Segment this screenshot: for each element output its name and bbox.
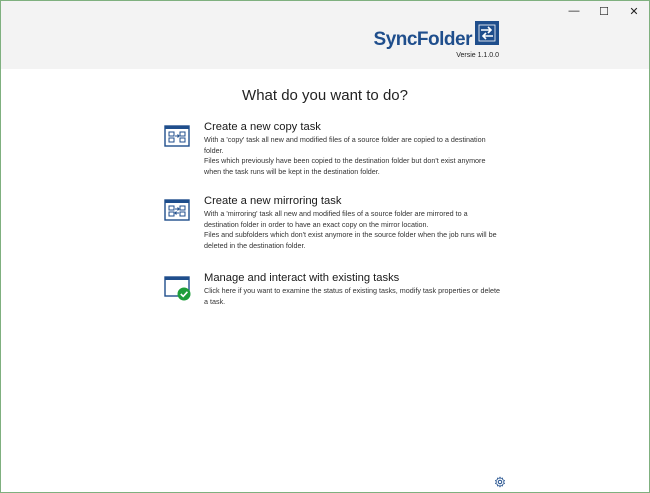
manage-tasks-icon xyxy=(164,274,190,300)
brand-name: SyncFolder xyxy=(373,29,472,50)
close-button[interactable]: ✕ xyxy=(629,5,639,18)
minimize-button[interactable]: — xyxy=(568,5,580,17)
create-mirroring-task-option[interactable] xyxy=(164,195,504,251)
task-title: Manage and interact with existing tasks xyxy=(204,272,400,284)
task-description-extra: Files which previously have been copied to the destination folder but don't exist anymore when the task runs will be kept in the destination folder. xyxy=(204,156,486,176)
task-description: Click here if you want to examine the status of existing tasks, modify task properties or delete a task. xyxy=(204,286,501,306)
task-body xyxy=(204,121,504,177)
page-title: What do you want to do? xyxy=(242,87,408,104)
maximize-button[interactable]: ☐ xyxy=(599,5,609,18)
create-copy-task-option[interactable] xyxy=(164,121,504,177)
window-controls xyxy=(559,1,649,21)
task-title: Create a new mirroring task xyxy=(204,195,342,207)
task-description: With a 'copy' task all new and modified files of a source folder are copied to a destination folder. xyxy=(204,135,486,155)
header-bar xyxy=(1,1,649,69)
manage-tasks-option[interactable] xyxy=(164,272,504,307)
copy-task-icon xyxy=(164,123,190,149)
mirror-task-icon xyxy=(164,197,190,223)
version-label: Versie 1.1.0.0 xyxy=(456,52,499,59)
brand xyxy=(374,21,499,51)
task-body xyxy=(204,272,504,307)
task-description-extra: Files and subfolders which don't exist anymore in the source folder when the job runs will be deleted in the destination folder. xyxy=(204,230,497,250)
task-title: Create a new copy task xyxy=(204,121,321,133)
task-body xyxy=(204,195,504,251)
task-description: With a 'mirroring' task all new and modified files of a source folder are mirrored to a destination folder in order to have an exact copy on the mirror location. xyxy=(204,209,468,229)
sync-logo-icon xyxy=(475,21,499,50)
gear-icon[interactable] xyxy=(494,475,506,487)
